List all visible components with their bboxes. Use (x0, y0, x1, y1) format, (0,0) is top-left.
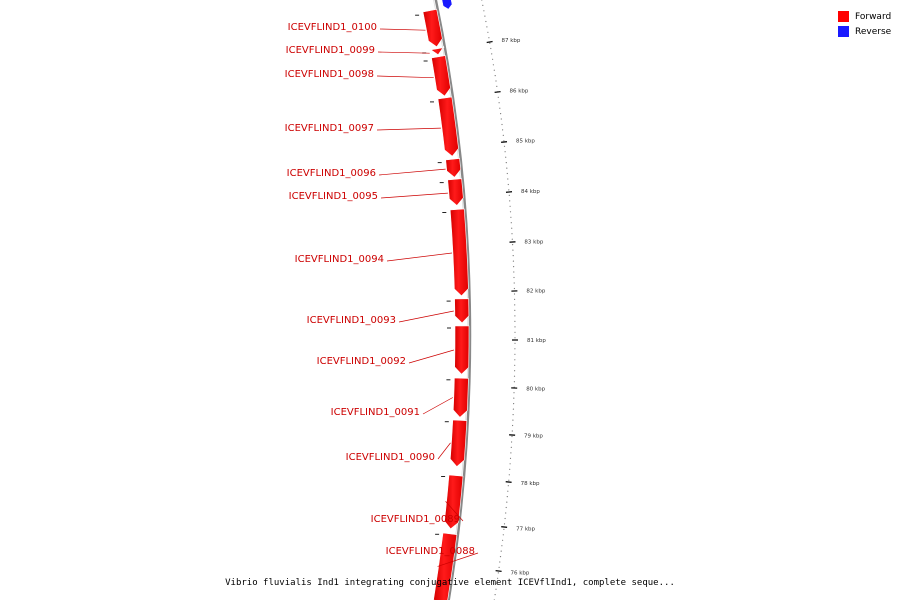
ruler-dot (511, 233, 512, 234)
tick-label: 85 kbp (516, 138, 535, 145)
reverse-gene-fragment[interactable] (440, 0, 452, 9)
ruler-dot (510, 452, 511, 453)
ruler-dot (488, 37, 489, 38)
gene-label[interactable]: ICEVFLIND1_0090 (345, 452, 435, 463)
tick-label: 83 kbp (524, 239, 544, 246)
gene-leader-line (423, 398, 453, 415)
ruler-dot (514, 315, 515, 316)
gene-label[interactable]: ICEVFLIND1_0094 (294, 254, 384, 265)
ruler-dot (501, 118, 502, 119)
legend-label-forward: Forward (855, 11, 892, 22)
ruler-dot (499, 567, 500, 568)
legend-label-reverse: Reverse (855, 26, 892, 37)
ruler-dot (513, 403, 514, 404)
gene-label[interactable]: ICEVFLIND1_0100 (287, 22, 377, 33)
ruler-dot (508, 184, 509, 185)
ruler-dot (511, 228, 512, 229)
ruler-dot (482, 5, 483, 6)
ruler-dot (505, 157, 506, 158)
ruler-dot (495, 80, 496, 81)
gene-leader-line (378, 52, 430, 53)
ruler-dot (514, 348, 515, 349)
gene-leader-line (438, 443, 451, 459)
gene-label[interactable]: ICEVFLIND1_0092 (316, 356, 406, 367)
tick-label: 78 kbp (520, 481, 540, 487)
map-caption: Vibrio fluvialis Ind1 integrating conjugative element ICEVflInd1, complete seque... (225, 578, 675, 588)
ruler-dot (514, 359, 515, 360)
tick-label: 86 kbp (509, 88, 529, 95)
tick-label: 87 kbp (501, 37, 521, 44)
ruler-dot (504, 523, 505, 524)
ruler-dot (495, 589, 496, 590)
gene-leader-line (387, 253, 452, 261)
ruler-dot (504, 146, 505, 147)
ruler-dot (514, 376, 515, 377)
ruler-dot (514, 310, 515, 311)
ruler-dot (495, 75, 496, 76)
forward-swatch (838, 11, 849, 22)
ruler-dot (507, 496, 508, 497)
ruler-dot (492, 59, 493, 60)
gene-leader-line (399, 311, 454, 322)
ruler-tick (501, 142, 507, 143)
gene-leader-line (379, 169, 446, 175)
ruler-dot (499, 561, 500, 562)
ruler-tick (506, 482, 512, 483)
ruler-dot (484, 16, 485, 17)
ruler-dot (514, 365, 515, 366)
tick-label: 77 kbp (516, 526, 536, 533)
ruler-dot (513, 261, 514, 262)
gene-leader-line (381, 193, 448, 198)
ruler-dot (501, 551, 502, 552)
tick-label: 76 kbp (510, 570, 530, 577)
gene-label[interactable]: ICEVFLIND1_0095 (288, 191, 378, 202)
forward-gene-arrow[interactable] (455, 299, 469, 323)
ruler-dot (490, 48, 491, 49)
gene-label[interactable]: ICEVFLIND1_0091 (330, 407, 420, 418)
ruler-dot (501, 124, 502, 125)
ruler-dot (503, 529, 504, 530)
ruler-dot (507, 178, 508, 179)
ruler-dot (514, 343, 515, 344)
ruler-tick (501, 527, 507, 528)
legend-item-reverse (838, 24, 891, 39)
ruler-tick (487, 42, 493, 43)
ruler-dot (495, 594, 496, 595)
ruler-tick (495, 92, 501, 93)
gene-label[interactable]: ICEVFLIND1_0089 (370, 514, 460, 525)
gene-label[interactable]: ICEVFLIND1_0099 (285, 45, 375, 56)
ruler-dot (511, 441, 512, 442)
ruler-dot (512, 430, 513, 431)
ruler-dot (503, 534, 504, 535)
ruler-dot (514, 304, 515, 305)
forward-gene-arrow[interactable] (438, 97, 459, 156)
ruler-dot (511, 436, 512, 437)
ruler-dot (514, 354, 515, 355)
ruler-dot (513, 398, 514, 399)
ruler-dot (502, 129, 503, 130)
ruler-dot (487, 32, 488, 33)
ruler-dot (510, 458, 511, 459)
forward-gene-arrow[interactable] (448, 179, 464, 206)
ruler-dot (513, 277, 514, 278)
ruler-dot (491, 53, 492, 54)
gene-label[interactable]: ICEVFLIND1_0098 (284, 69, 374, 80)
ruler-dot (509, 474, 510, 475)
ruler-dot (513, 409, 514, 410)
legend (838, 9, 891, 39)
gene-leader-line (380, 29, 426, 30)
ruler-dot (508, 485, 509, 486)
ruler-dot (494, 70, 495, 71)
reverse-swatch (838, 26, 849, 37)
gene-leader-line (377, 76, 434, 78)
tick-layer (481, 0, 546, 600)
ruler-dot (507, 491, 508, 492)
ruler-dot (506, 162, 507, 163)
ruler-dot (513, 271, 514, 272)
ruler-dot (508, 189, 509, 190)
ruler-dot (493, 64, 494, 65)
ruler-dot (505, 512, 506, 513)
ruler-dot (510, 206, 511, 207)
forward-gene-arrow[interactable] (446, 159, 461, 178)
forward-gene-arrow[interactable] (430, 47, 444, 55)
ruler-dot (501, 545, 502, 546)
ruler-dot (514, 370, 515, 371)
ruler-dot (510, 211, 511, 212)
ruler-dot (514, 321, 515, 322)
forward-gene-arrow[interactable] (453, 378, 468, 417)
ruler-dot (514, 293, 515, 294)
ruler-dot (512, 250, 513, 251)
gene-leader-line (377, 128, 441, 130)
ruler-dot (514, 282, 515, 283)
ruler-dot (499, 102, 500, 103)
ruler-dot (500, 556, 501, 557)
ruler-dot (514, 326, 515, 327)
ruler-dot (514, 337, 515, 338)
tick-label: 80 kbp (526, 386, 546, 393)
ruler-dot (514, 288, 515, 289)
ruler-dot (486, 26, 487, 27)
ruler-dot (513, 266, 514, 267)
ruler-dot (506, 502, 507, 503)
ruler-dot (506, 168, 507, 169)
ruler-dot (509, 200, 510, 201)
ruler-dot (505, 518, 506, 519)
ruler-dot (509, 195, 510, 196)
ruler-dot (510, 463, 511, 464)
ruler-dot (499, 108, 500, 109)
ruler-dot (512, 425, 513, 426)
ruler-dot (512, 239, 513, 240)
ruler-dot (509, 469, 510, 470)
legend-item-forward (838, 9, 891, 24)
gene-label[interactable]: ICEVFLIND1_0088 (385, 546, 475, 557)
ruler-dot (498, 572, 499, 573)
ruler-dot (503, 140, 504, 141)
tick-label: 84 kbp (521, 189, 540, 195)
ruler-dot (502, 540, 503, 541)
ruler-dot (500, 113, 501, 114)
ruler-tick (496, 571, 502, 572)
ruler-dot (485, 21, 486, 22)
gene-label[interactable]: ICEVFLIND1_0093 (306, 315, 396, 326)
ruler-dot (514, 381, 515, 382)
ruler-dot (508, 480, 509, 481)
ruler-dot (512, 420, 513, 421)
ruler-tick (506, 192, 512, 193)
tick-label: 82 kbp (526, 288, 546, 295)
tick-label: 79 kbp (524, 433, 543, 440)
ruler-dot (514, 332, 515, 333)
ruler-dot (483, 10, 484, 11)
ruler-dot (481, 0, 482, 1)
ruler-dot (511, 447, 512, 448)
ruler-dot (513, 255, 514, 256)
gene-label[interactable]: ICEVFLIND1_0096 (286, 168, 376, 179)
ruler-dot (496, 86, 497, 87)
ruler-dot (505, 151, 506, 152)
ruler-dot (498, 97, 499, 98)
ruler-dot (507, 173, 508, 174)
ruler-dot (511, 222, 512, 223)
tick-label: 81 kbp (527, 338, 546, 344)
forward-gene-arrow[interactable] (450, 420, 467, 467)
ruler-dot (503, 135, 504, 136)
ruler-dot (513, 392, 514, 393)
gene-label[interactable]: ICEVFLIND1_0097 (284, 123, 374, 134)
gene-leader-line (409, 350, 454, 363)
ruler-dot (513, 414, 514, 415)
ruler-dot (514, 299, 515, 300)
ruler-dot (510, 217, 511, 218)
ruler-dot (512, 244, 513, 245)
forward-gene-arrow[interactable] (455, 326, 469, 374)
ruler-dot (506, 507, 507, 508)
